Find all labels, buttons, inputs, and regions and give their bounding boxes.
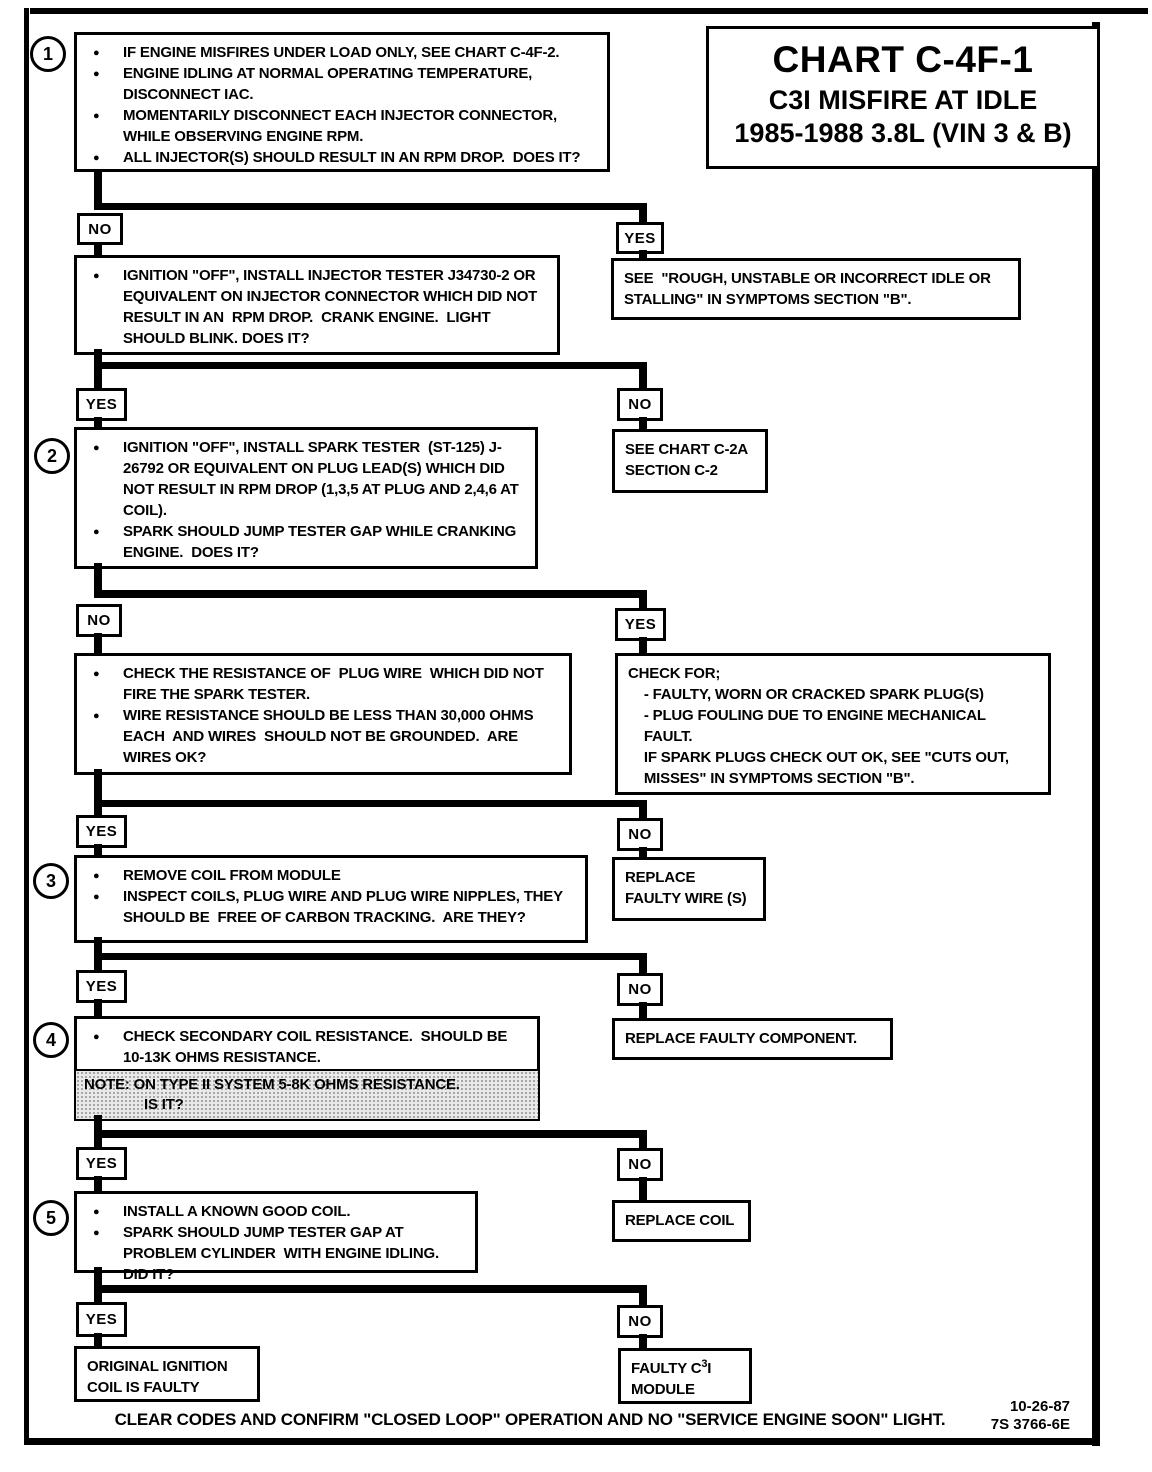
step-number-4: 4 [45, 1029, 56, 1050]
flow-text-line: ● INSPECT COILS, PLUG WIRE AND PLUG WIRE NIPPLES, THEY SHOULD BE FREE OF CARBON TRACKING. ARE THEY? [77, 886, 579, 928]
plug-wire-resistance-bullet-list [77, 656, 569, 768]
connector-7-no-stub [639, 1293, 647, 1305]
flow-text-line: ● IGNITION "OFF", INSTALL SPARK TESTER (ST-125) J-26792 OR EQUIVALENT ON PLUG LEAD(S) WHICH DID NOT RESULT IN RPM DROP (1,3,5 AT PLUG AND 2,4,6 AT COIL). [77, 437, 529, 521]
replace-wire-lines [615, 860, 763, 909]
connector-5-no-stub [639, 960, 647, 973]
flow-text-line: ● MOMENTARILY DISCONNECT EACH INJECTOR CONNECTOR, WHILE OBSERVING ENGINE RPM. [77, 105, 601, 147]
flow-text-line: ● SPARK SHOULD JUMP TESTER GAP WHILE CRANKING ENGINE. DOES IT? [77, 521, 529, 563]
frame-left-line [24, 8, 29, 1444]
connector-6-bar [94, 1130, 647, 1138]
revision-date: 10-26-87 [1009, 1398, 1070, 1415]
flow-text-line: FAULT. [628, 728, 693, 745]
flow-text-line: SEE CHART C-2A [625, 441, 749, 458]
step4-bullet-list [77, 1019, 537, 1068]
see-chart-c2a-lines [615, 432, 765, 481]
tag-no-3-label: NO [87, 612, 111, 629]
connector-3-no-stub [94, 633, 102, 653]
tag-no-6-label: NO [628, 1156, 652, 1173]
tag-yes-7 [76, 1302, 127, 1337]
tag-yes-4-label: YES [85, 823, 118, 840]
step-number-3: 3 [45, 870, 56, 891]
flow-text-line: ● IGNITION "OFF", INSTALL INJECTOR TESTER J34730-2 OR EQUIVALENT ON INJECTOR CONNECTOR WHICH DID NOT RESULT IN AN RPM DROP. CRANK ENGINE. LIGHT SHOULD BLINK. DOES IT? [77, 265, 551, 349]
flow-box-step1 [74, 32, 610, 172]
flow-text-line: ORIGINAL IGNITION [87, 1358, 228, 1375]
flow-text-line: - FAULTY, WORN OR CRACKED SPARK PLUG(S) [628, 686, 984, 703]
step-circle-2 [34, 438, 70, 474]
faulty-module-text-post: I [707, 1360, 712, 1377]
flow-text-line: ● SPARK SHOULD JUMP TESTER GAP AT PROBLEM CYLINDER WITH ENGINE IDLING. DID IT? [77, 1222, 469, 1285]
connector-7-no-stub2 [639, 1334, 647, 1348]
tag-no-1 [77, 213, 123, 245]
step-number-1: 1 [42, 43, 53, 64]
flow-text-line: MISSES" IN SYMPTOMS SECTION "B". [628, 770, 915, 787]
flow-text-line: ● ENGINE IDLING AT NORMAL OPERATING TEMPERATURE, DISCONNECT IAC. [77, 63, 601, 105]
connector-3-bar [94, 590, 647, 598]
frame-right-line [1092, 22, 1100, 1446]
connector-5-yes-stub [94, 960, 102, 970]
connector-7-yes-stub [94, 1293, 102, 1302]
flow-box-plug-wire-resistance [74, 653, 572, 775]
flow-text-line: ● IF ENGINE MISFIRES UNDER LOAD ONLY, SEE CHART C-4F-2. [77, 42, 601, 63]
flow-text-line: ● INSTALL A KNOWN GOOD COIL. [77, 1201, 469, 1222]
flow-text-line: ● ALL INJECTOR(S) SHOULD RESULT IN AN RPM DROP. DOES IT? [77, 147, 601, 168]
tag-no-4-label: NO [628, 826, 652, 843]
flow-box-check-plugs [615, 653, 1051, 795]
tag-yes-3-label: YES [624, 616, 657, 633]
step4-note-line1: NOTE: ON TYPE II SYSTEM 5-8K OHMS RESISTANCE. [84, 1076, 460, 1093]
flow-text-line: ● CHECK SECONDARY COIL RESISTANCE. SHOULD BE 10-13K OHMS RESISTANCE. [77, 1026, 531, 1068]
connector-4-yes-stub [94, 807, 102, 815]
flow-text-line: COIL IS FAULTY [87, 1379, 200, 1396]
chart-applicability: 1985-1988 3.8L (VIN 3 & B) [734, 118, 1072, 148]
doc-id-block [970, 1398, 1070, 1434]
step-circle-1 [30, 36, 66, 72]
flow-box-replace-wire [612, 857, 766, 921]
connector-4-bar [94, 800, 647, 807]
connector-6-no-stub2 [639, 1177, 647, 1200]
flow-text-line: SEE "ROUGH, UNSTABLE OR INCORRECT IDLE OR [624, 270, 991, 287]
connector-6-no-stub [639, 1138, 647, 1148]
flow-box-faulty-module [618, 1348, 752, 1404]
tag-yes-6-label: YES [85, 1155, 118, 1172]
document-number: 7S 3766-6E [990, 1416, 1070, 1433]
step4-note-line2: IS IT? [144, 1096, 184, 1113]
connector-2-no-stub [639, 369, 647, 388]
flow-text-line: REPLACE [625, 869, 696, 886]
faulty-module-line1 [621, 1351, 749, 1379]
flow-text-line: ● WIRE RESISTANCE SHOULD BE LESS THAN 30,000 OHMS EACH AND WIRES SHOULD NOT BE GROUNDED. ARE WIRES OK? [77, 705, 563, 768]
tag-no-7-label: NO [628, 1313, 652, 1330]
injector-tester-bullet-list [77, 258, 557, 349]
step-circle-3 [33, 863, 69, 899]
flow-text-line: ● REMOVE COIL FROM MODULE [77, 865, 579, 886]
faulty-module-line2: MODULE [631, 1381, 695, 1398]
step3-bullet-list [77, 858, 585, 928]
flow-box-step5 [74, 1191, 478, 1283]
step-number-2: 2 [46, 445, 57, 466]
faulty-module-superscript: 3 [701, 1358, 708, 1370]
flow-text-line: SECTION C-2 [625, 462, 718, 479]
frame-bottom-line [24, 1438, 1100, 1445]
flow-box-injector-tester [74, 255, 560, 355]
flow-text-line: - PLUG FOULING DUE TO ENGINE MECHANICAL [628, 707, 986, 724]
tag-yes-7-label: YES [85, 1311, 118, 1328]
connector-3-yes-stub2 [639, 637, 647, 653]
tag-yes-2-label: YES [85, 396, 118, 413]
step5-bullet-list [77, 1194, 475, 1285]
tag-no-1-label: NO [88, 220, 112, 238]
connector-4-no-stub2 [639, 847, 647, 857]
check-plugs-lines [618, 656, 1048, 789]
flow-box-step2 [74, 427, 538, 569]
connector-1-bar [94, 203, 647, 210]
flow-text-line: REPLACE COIL [625, 1212, 735, 1229]
connector-5-bar [94, 953, 647, 960]
rough-idle-lines [614, 261, 1018, 310]
coil-faulty-lines [77, 1349, 257, 1398]
tag-yes-1-label: YES [624, 229, 656, 247]
step-circle-5 [33, 1200, 69, 1236]
connector-5-yes-stub2 [94, 999, 102, 1016]
flow-text-line: STALLING" IN SYMPTOMS SECTION "B". [624, 291, 912, 308]
flow-text-line: CHECK FOR; [628, 665, 721, 682]
step-circle-4 [33, 1022, 69, 1058]
step-number-5: 5 [45, 1207, 56, 1228]
connector-7-bar [94, 1285, 647, 1293]
flow-box-coil-faulty [74, 1346, 260, 1402]
flow-box-replace-coil [612, 1200, 751, 1242]
connector-5-no-stub2 [639, 1002, 647, 1018]
connector-7-yes-stub2 [94, 1333, 102, 1346]
connector-6-yes-stub2 [94, 1176, 102, 1191]
frame-top-line [30, 8, 1148, 14]
connector-6-yes-stub [94, 1138, 102, 1147]
flow-box-rough-idle [611, 258, 1021, 320]
tag-no-2-label: NO [628, 396, 652, 413]
tag-yes-5-label: YES [85, 978, 118, 995]
tag-no-5-label: NO [628, 981, 652, 998]
flow-text-line: ● CHECK THE RESISTANCE OF PLUG WIRE WHICH DID NOT FIRE THE SPARK TESTER. [77, 663, 563, 705]
connector-4-no-stub [639, 807, 647, 818]
chart-title-block [706, 26, 1100, 169]
flow-text-line: IF SPARK PLUGS CHECK OUT OK, SEE "CUTS OUT, [628, 749, 1009, 766]
step4-note [74, 1069, 540, 1121]
flow-text-line: FAULTY WIRE (S) [625, 890, 747, 907]
flow-box-see-chart-c2a [612, 429, 768, 493]
chart-title: CHART C-4F-1 [772, 39, 1034, 80]
flow-box-replace-component [612, 1018, 893, 1060]
chart-subtitle: C3I MISFIRE AT IDLE [768, 85, 1038, 115]
step1-bullet-list [77, 35, 607, 168]
connector-2-bar [94, 362, 647, 369]
flow-box-step3 [74, 855, 588, 943]
faulty-module-text-pre: FAULTY C [631, 1360, 702, 1377]
replace-coil-lines [615, 1203, 748, 1231]
flow-box-step4 [74, 1016, 540, 1121]
footer-instruction: CLEAR CODES AND CONFIRM "CLOSED LOOP" OPERATION AND NO "SERVICE ENGINE SOON" LIGHT. [114, 1410, 946, 1429]
flow-text-line: REPLACE FAULTY COMPONENT. [625, 1030, 857, 1047]
connector-2-yes-stub [94, 369, 102, 388]
step2-bullet-list [77, 430, 535, 563]
replace-component-lines [615, 1021, 890, 1049]
connector-4-yes-stub2 [94, 844, 102, 855]
